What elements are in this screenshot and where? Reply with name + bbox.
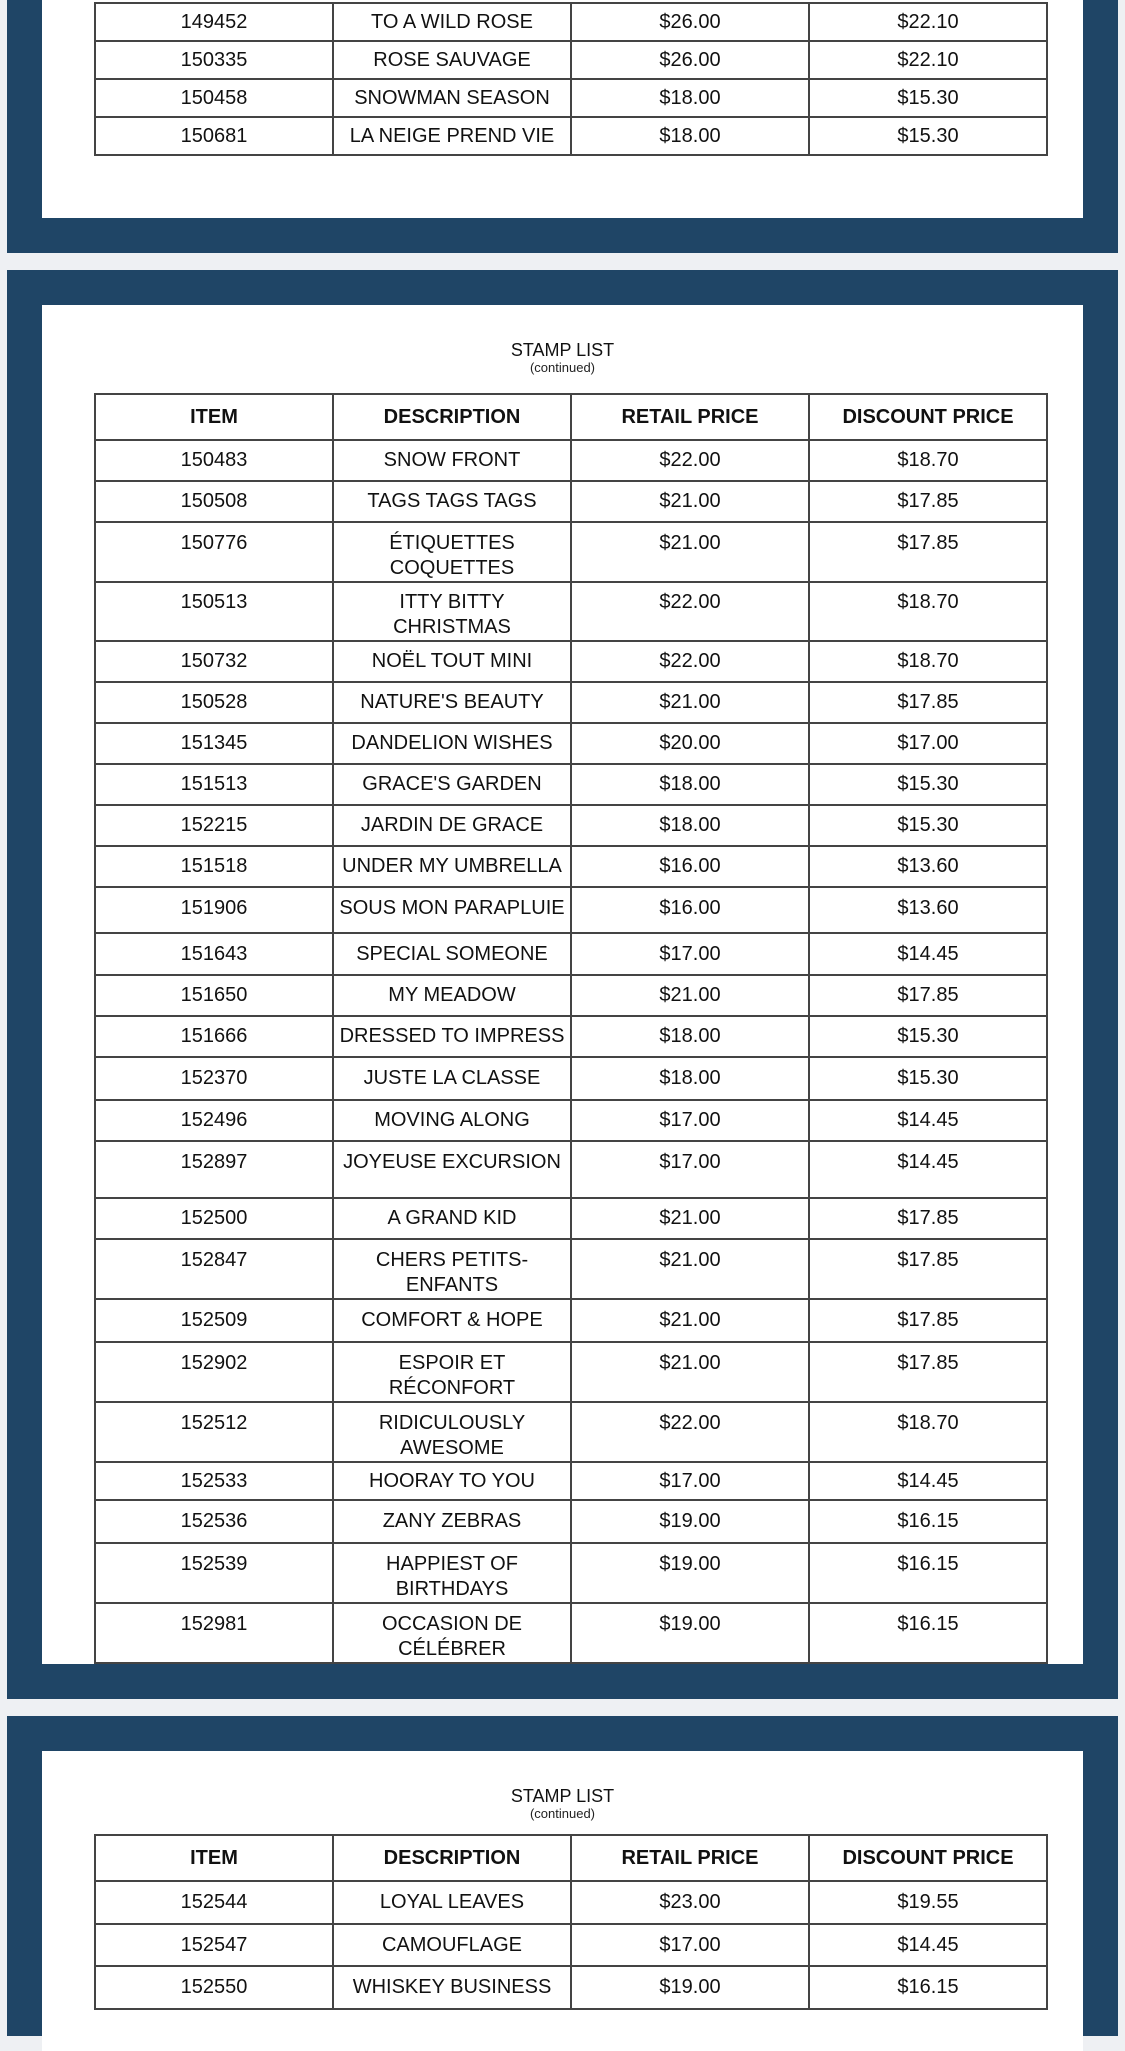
table-row (95, 1881, 1047, 1924)
retail-price-cell: $20.00 (571, 723, 809, 764)
item-number-cell: 152902 (95, 1342, 333, 1402)
item-number-cell: 151643 (95, 933, 333, 975)
retail-price-cell: $18.00 (571, 1016, 809, 1057)
page-1-paper (42, 0, 1083, 218)
item-number-cell: 150776 (95, 522, 333, 582)
description-cell: LA NEIGE PREND VIE (333, 117, 571, 155)
table-row (95, 117, 1047, 155)
retail-price-cell: $16.00 (571, 846, 809, 887)
discount-price-cell: $16.15 (809, 1603, 1047, 1663)
page-1 (7, 0, 1118, 253)
discount-price-cell: $15.30 (809, 1057, 1047, 1100)
discount-price-cell: $18.70 (809, 641, 1047, 682)
discount-price-cell: $19.55 (809, 1881, 1047, 1924)
description-cell: ITTY BITTY CHRISTMAS (333, 582, 571, 641)
table-row (95, 1198, 1047, 1239)
page-2-paper (42, 305, 1083, 1664)
table-row (95, 846, 1047, 887)
table-row (95, 975, 1047, 1016)
description-cell: JARDIN DE GRACE (333, 805, 571, 846)
discount-price-cell: $17.85 (809, 1299, 1047, 1342)
table-row (95, 1966, 1047, 2009)
column-header-retail-price: RETAIL PRICE (571, 394, 809, 440)
table-row (95, 582, 1047, 641)
retail-price-cell: $23.00 (571, 1881, 809, 1924)
description-cell: ZANY ZEBRAS (333, 1500, 571, 1543)
retail-price-cell: $19.00 (571, 1603, 809, 1663)
description-cell: ESPOIR ET RÉCONFORT (333, 1342, 571, 1402)
discount-price-cell: $15.30 (809, 117, 1047, 155)
page-3-paper (42, 1751, 1083, 2051)
description-cell: SOUS MON PARAPLUIE (333, 887, 571, 933)
table-row (95, 641, 1047, 682)
discount-price-cell: $18.70 (809, 582, 1047, 641)
item-number-cell: 151513 (95, 764, 333, 805)
retail-price-cell: $22.00 (571, 641, 809, 682)
discount-price-cell: $22.10 (809, 41, 1047, 79)
table-row (95, 1342, 1047, 1402)
item-number-cell: 150458 (95, 79, 333, 117)
page-title: STAMP LIST (510, 340, 615, 360)
description-cell: SNOW FRONT (333, 440, 571, 481)
table-row (95, 1543, 1047, 1603)
table-row (95, 1057, 1047, 1100)
item-number-cell: 150528 (95, 682, 333, 723)
discount-price-cell: $13.60 (809, 887, 1047, 933)
stamp-table (94, 1834, 1048, 2010)
description-cell: WHISKEY BUSINESS (333, 1966, 571, 2009)
description-cell: COMFORT & HOPE (333, 1299, 571, 1342)
table-row (95, 440, 1047, 481)
retail-price-cell: $18.00 (571, 117, 809, 155)
item-number-cell: 150483 (95, 440, 333, 481)
description-cell: HAPPIEST OF BIRTHDAYS (333, 1543, 571, 1603)
item-number-cell: 152215 (95, 805, 333, 846)
description-cell: HOORAY TO YOU (333, 1462, 571, 1500)
discount-price-cell: $13.60 (809, 846, 1047, 887)
table-row (95, 1924, 1047, 1966)
table-row (95, 522, 1047, 582)
retail-price-cell: $19.00 (571, 1966, 809, 2009)
discount-price-cell: $15.30 (809, 1016, 1047, 1057)
page-subtitle: (continued) (529, 1806, 596, 1821)
table-row (95, 1016, 1047, 1057)
discount-price-cell: $17.85 (809, 522, 1047, 582)
item-number-cell: 152897 (95, 1141, 333, 1198)
table-row (95, 481, 1047, 522)
discount-price-cell: $18.70 (809, 440, 1047, 481)
stamp-table (94, 393, 1048, 1664)
table-row (95, 1603, 1047, 1663)
discount-price-cell: $17.85 (809, 1342, 1047, 1402)
description-cell: DRESSED TO IMPRESS (333, 1016, 571, 1057)
page-subtitle: (continued) (529, 360, 596, 375)
discount-price-cell: $14.45 (809, 1924, 1047, 1966)
description-cell: CHERS PETITS-ENFANTS (333, 1239, 571, 1299)
description-cell: A GRAND KID (333, 1198, 571, 1239)
retail-price-cell: $18.00 (571, 764, 809, 805)
column-header-retail-price: RETAIL PRICE (571, 1835, 809, 1881)
retail-price-cell: $17.00 (571, 1100, 809, 1141)
discount-price-cell: $17.85 (809, 481, 1047, 522)
table-row (95, 1299, 1047, 1342)
item-number-cell: 152547 (95, 1924, 333, 1966)
stamp-table (94, 2, 1048, 156)
retail-price-cell: $21.00 (571, 522, 809, 582)
retail-price-cell: $16.00 (571, 887, 809, 933)
retail-price-cell: $21.00 (571, 975, 809, 1016)
retail-price-cell: $22.00 (571, 440, 809, 481)
description-cell: TAGS TAGS TAGS (333, 481, 571, 522)
retail-price-cell: $17.00 (571, 1141, 809, 1198)
retail-price-cell: $19.00 (571, 1500, 809, 1543)
description-cell: MOVING ALONG (333, 1100, 571, 1141)
retail-price-cell: $18.00 (571, 79, 809, 117)
item-number-cell: 149452 (95, 3, 333, 41)
item-number-cell: 150513 (95, 582, 333, 641)
item-number-cell: 152500 (95, 1198, 333, 1239)
description-cell: OCCASION DE CÉLÉBRER (333, 1603, 571, 1663)
description-cell: ÉTIQUETTES COQUETTES (333, 522, 571, 582)
description-cell: RIDICULOUSLY AWESOME (333, 1402, 571, 1462)
column-header-description: DESCRIPTION (333, 394, 571, 440)
page-title: STAMP LIST (510, 1786, 615, 1806)
retail-price-cell: $21.00 (571, 1299, 809, 1342)
retail-price-cell: $21.00 (571, 1198, 809, 1239)
discount-price-cell: $14.45 (809, 933, 1047, 975)
table-header-row (95, 394, 1047, 440)
item-number-cell: 150508 (95, 481, 333, 522)
description-cell: SPECIAL SOMEONE (333, 933, 571, 975)
table-row (95, 887, 1047, 933)
item-number-cell: 152550 (95, 1966, 333, 2009)
retail-price-cell: $21.00 (571, 682, 809, 723)
table-row (95, 1462, 1047, 1500)
table-row (95, 933, 1047, 975)
page-2 (7, 270, 1118, 1699)
discount-price-cell: $15.30 (809, 79, 1047, 117)
table-row (95, 1100, 1047, 1141)
description-cell: CAMOUFLAGE (333, 1924, 571, 1966)
description-cell: SNOWMAN SEASON (333, 79, 571, 117)
item-number-cell: 152847 (95, 1239, 333, 1299)
column-header-item: ITEM (95, 394, 333, 440)
item-number-cell: 150732 (95, 641, 333, 682)
item-number-cell: 152512 (95, 1402, 333, 1462)
retail-price-cell: $18.00 (571, 1057, 809, 1100)
table-row (95, 723, 1047, 764)
page-3 (7, 1716, 1118, 2036)
discount-price-cell: $14.45 (809, 1141, 1047, 1198)
discount-price-cell: $16.15 (809, 1500, 1047, 1543)
item-number-cell: 152496 (95, 1100, 333, 1141)
item-number-cell: 150681 (95, 117, 333, 155)
column-header-discount-price: DISCOUNT PRICE (809, 1835, 1047, 1881)
discount-price-cell: $17.85 (809, 682, 1047, 723)
table-row (95, 1500, 1047, 1543)
item-number-cell: 151518 (95, 846, 333, 887)
retail-price-cell: $17.00 (571, 933, 809, 975)
item-number-cell: 152509 (95, 1299, 333, 1342)
column-header-description: DESCRIPTION (333, 1835, 571, 1881)
description-cell: UNDER MY UMBRELLA (333, 846, 571, 887)
retail-price-cell: $17.00 (571, 1924, 809, 1966)
description-cell: TO A WILD ROSE (333, 3, 571, 41)
column-header-item: ITEM (95, 1835, 333, 1881)
discount-price-cell: $16.15 (809, 1966, 1047, 2009)
item-number-cell: 152539 (95, 1543, 333, 1603)
table-row (95, 3, 1047, 41)
table-header-row (95, 1835, 1047, 1881)
description-cell: JOYEUSE EXCURSION (333, 1141, 571, 1198)
retail-price-cell: $21.00 (571, 481, 809, 522)
retail-price-cell: $17.00 (571, 1462, 809, 1500)
description-cell: NATURE'S BEAUTY (333, 682, 571, 723)
retail-price-cell: $21.00 (571, 1239, 809, 1299)
retail-price-cell: $26.00 (571, 41, 809, 79)
discount-price-cell: $16.15 (809, 1543, 1047, 1603)
discount-price-cell: $14.45 (809, 1100, 1047, 1141)
table-row (95, 1402, 1047, 1462)
table-row (95, 682, 1047, 723)
discount-price-cell: $18.70 (809, 1402, 1047, 1462)
description-cell: ROSE SAUVAGE (333, 41, 571, 79)
table-row (95, 764, 1047, 805)
discount-price-cell: $22.10 (809, 3, 1047, 41)
item-number-cell: 151906 (95, 887, 333, 933)
table-row (95, 1239, 1047, 1299)
description-cell: JUSTE LA CLASSE (333, 1057, 571, 1100)
discount-price-cell: $17.85 (809, 975, 1047, 1016)
retail-price-cell: $21.00 (571, 1342, 809, 1402)
retail-price-cell: $19.00 (571, 1543, 809, 1603)
table-row (95, 41, 1047, 79)
discount-price-cell: $15.30 (809, 764, 1047, 805)
table-row (95, 805, 1047, 846)
description-cell: NOËL TOUT MINI (333, 641, 571, 682)
discount-price-cell: $15.30 (809, 805, 1047, 846)
item-number-cell: 151650 (95, 975, 333, 1016)
item-number-cell: 150335 (95, 41, 333, 79)
table-row (95, 1141, 1047, 1198)
item-number-cell: 152544 (95, 1881, 333, 1924)
column-header-discount-price: DISCOUNT PRICE (809, 394, 1047, 440)
item-number-cell: 151666 (95, 1016, 333, 1057)
retail-price-cell: $22.00 (571, 1402, 809, 1462)
table-row (95, 79, 1047, 117)
discount-price-cell: $14.45 (809, 1462, 1047, 1500)
retail-price-cell: $22.00 (571, 582, 809, 641)
item-number-cell: 152536 (95, 1500, 333, 1543)
item-number-cell: 152533 (95, 1462, 333, 1500)
description-cell: LOYAL LEAVES (333, 1881, 571, 1924)
description-cell: MY MEADOW (333, 975, 571, 1016)
discount-price-cell: $17.00 (809, 723, 1047, 764)
item-number-cell: 152370 (95, 1057, 333, 1100)
discount-price-cell: $17.85 (809, 1198, 1047, 1239)
retail-price-cell: $18.00 (571, 805, 809, 846)
description-cell: DANDELION WISHES (333, 723, 571, 764)
description-cell: GRACE'S GARDEN (333, 764, 571, 805)
retail-price-cell: $26.00 (571, 3, 809, 41)
discount-price-cell: $17.85 (809, 1239, 1047, 1299)
item-number-cell: 151345 (95, 723, 333, 764)
item-number-cell: 152981 (95, 1603, 333, 1663)
